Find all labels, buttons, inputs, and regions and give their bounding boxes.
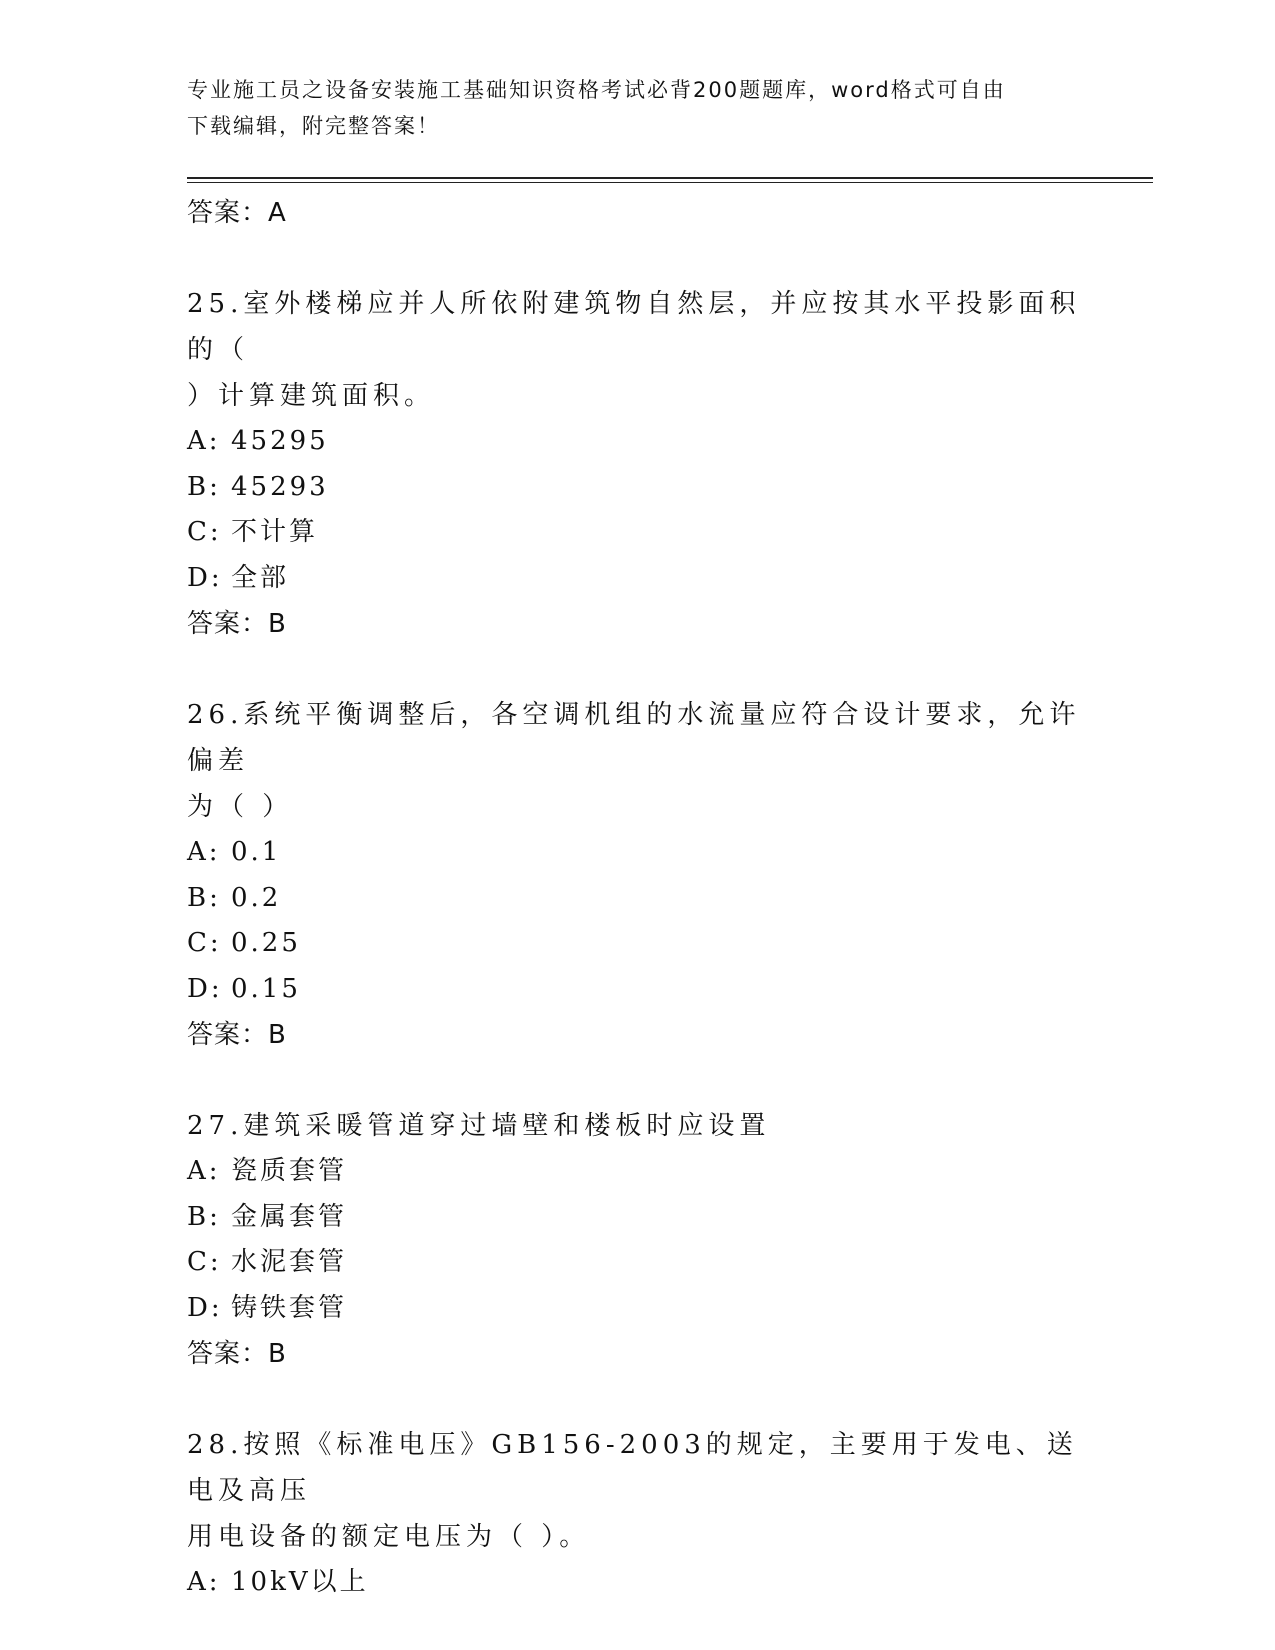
option-a xyxy=(187,1560,1087,1606)
option-letter: A: xyxy=(187,426,221,456)
header-divider-thin xyxy=(187,182,1153,183)
option-text: 0.2 xyxy=(231,882,282,913)
option-text: 0.1 xyxy=(231,837,282,867)
question-text-line: 用电设备的额定电压为（ ）。 xyxy=(187,1522,591,1552)
answer-line: 答案：B xyxy=(187,1020,287,1050)
option-a xyxy=(187,1149,1087,1195)
option-text: 0.15 xyxy=(231,973,301,1004)
question-27 xyxy=(187,1103,1087,1377)
question-text xyxy=(187,281,1087,419)
option-letter: A: xyxy=(187,1567,221,1597)
question-text-line: 27.建筑采暖管道穿过墙壁和楼板时应设置 xyxy=(187,1111,771,1141)
option-letter: D: xyxy=(187,1292,223,1323)
answer-line: 答案：B xyxy=(187,609,287,639)
option-c xyxy=(187,1240,1087,1286)
question-list xyxy=(187,190,1087,1606)
option-letter: C: xyxy=(187,1247,222,1277)
option-text: 45293 xyxy=(231,471,329,502)
question-25 xyxy=(187,281,1087,647)
option-letter: B: xyxy=(187,882,221,913)
option-letter: A: xyxy=(187,837,221,867)
question-text-line: 25.室外楼梯应并人所依附建筑物自然层，并应按其水平投影面积的（ xyxy=(187,289,1081,365)
option-letter: A: xyxy=(187,1156,221,1186)
option-text: 全部 xyxy=(231,562,290,593)
option-text: 瓷质套管 xyxy=(231,1156,348,1186)
option-text: 0.25 xyxy=(231,928,301,958)
question-26 xyxy=(187,692,1087,1058)
header-line-2: 下载编辑，附完整答案！ xyxy=(187,114,440,138)
option-b xyxy=(187,1195,1087,1241)
document-header xyxy=(187,72,1087,144)
option-text: 10kV以上 xyxy=(231,1567,369,1597)
header-line-1: 专业施工员之设备安装施工基础知识资格考试必背200题题库，word格式可自由 xyxy=(187,78,1006,102)
previous-answer: 答案：A xyxy=(187,198,287,228)
option-letter: B: xyxy=(187,471,221,502)
option-c xyxy=(187,921,1087,967)
option-letter: C: xyxy=(187,928,222,958)
question-text-line: 28.按照《标准电压》GB156-2003的规定，主要用于发电、送电及高压 xyxy=(187,1430,1078,1506)
answer-line: 答案：B xyxy=(187,1339,287,1369)
option-letter: C: xyxy=(187,517,222,547)
question-text xyxy=(187,692,1087,830)
question-text-line: ）计算建筑面积。 xyxy=(187,381,436,411)
option-b xyxy=(187,876,1087,922)
option-letter: D: xyxy=(187,973,223,1004)
option-a xyxy=(187,419,1087,465)
option-letter: B: xyxy=(187,1201,221,1232)
option-text: 水泥套管 xyxy=(231,1247,348,1277)
option-a xyxy=(187,830,1087,876)
question-text-line: 为（ ） xyxy=(187,792,294,822)
option-text: 铸铁套管 xyxy=(231,1292,348,1323)
option-b xyxy=(187,465,1087,511)
option-letter: D: xyxy=(187,562,223,593)
option-d xyxy=(187,1286,1087,1332)
question-28 xyxy=(187,1422,1087,1606)
question-text xyxy=(187,1422,1087,1560)
option-text: 不计算 xyxy=(231,517,319,547)
option-text: 金属套管 xyxy=(231,1201,348,1232)
option-d xyxy=(187,556,1087,602)
question-text-line: 26.系统平衡调整后，各空调机组的水流量应符合设计要求，允许偏差 xyxy=(187,700,1081,776)
header-divider-thick xyxy=(187,177,1153,179)
option-c xyxy=(187,510,1087,556)
option-text: 45295 xyxy=(231,426,329,456)
question-text xyxy=(187,1103,1087,1149)
option-d xyxy=(187,967,1087,1013)
